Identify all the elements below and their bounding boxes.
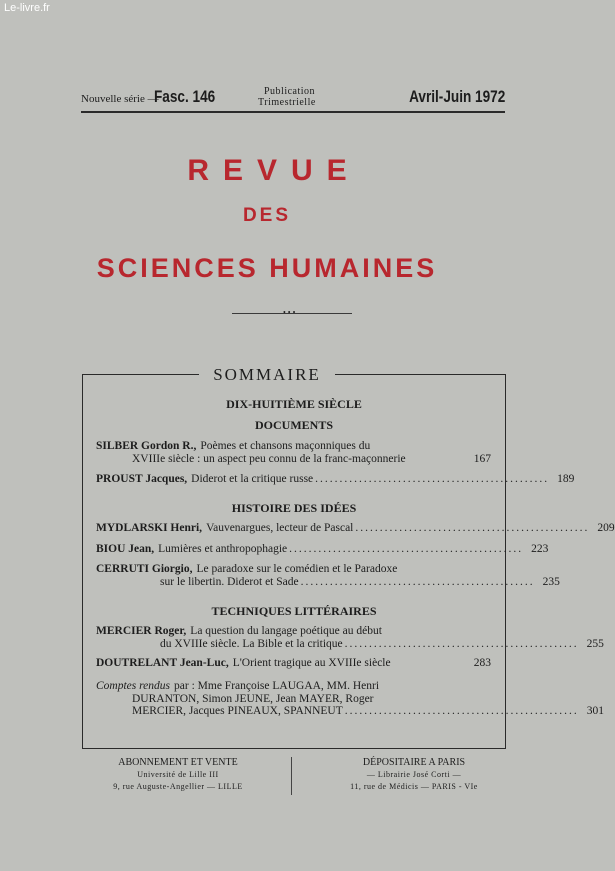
entry-page: 301 [586, 705, 604, 717]
issue-header [81, 87, 505, 109]
section-documents: DOCUMENTS [254, 418, 333, 432]
leader-dots: ................................................ [344, 637, 579, 650]
entry-title-cont: XVIIIe siècle : un aspect peu connu de la franc-maçonnerie [132, 452, 406, 465]
footer-divider [291, 757, 292, 795]
footer-left-line1: ABONNEMENT ET VENTE [118, 757, 238, 768]
entry-page: 209 [597, 522, 615, 534]
footer-depositary [318, 757, 510, 793]
watermark: Le-livre.fr [4, 2, 50, 14]
entry-page: 235 [542, 575, 560, 588]
entry-title-cont: sur le libertin. Diderot et Sade [160, 575, 299, 588]
entry-author: MERCIER Roger, [96, 625, 187, 637]
entry-author: PROUST Jacques, [96, 473, 188, 485]
title-sciences-humaines: SCIENCES HUMAINES [96, 253, 438, 283]
sommaire-heading [0, 365, 534, 385]
entry-author: DOUTRELANT Jean-Luc, [96, 657, 229, 669]
entry-author: MYDLARSKI Henri, [96, 522, 203, 534]
publication-line2: Trimestrielle [258, 97, 316, 108]
fascicle-number: Fasc. 146 [154, 87, 216, 106]
leader-dots: ................................................ [300, 575, 535, 588]
publication-frequency [258, 86, 316, 108]
section-histoire: HISTOIRE DES IDÉES [231, 501, 357, 515]
comptes-rendus [96, 680, 604, 718]
toc-entry [96, 543, 549, 556]
entry-page: 223 [531, 543, 549, 555]
entry-author: SILBER Gordon R., [96, 440, 197, 452]
entry-title: Poèmes et chansons maçonniques du [200, 440, 371, 452]
entry-page: 283 [473, 657, 491, 669]
entry-title: La question du langage poétique au début [190, 625, 382, 637]
comptes-line3: MERCIER, Jacques PINEAUX, SPANNEUT [132, 705, 343, 717]
comptes-line1: par : Mme Françoise LAUGAA, MM. Henri [174, 680, 380, 692]
leader-dots: ................................................ [289, 543, 524, 555]
comptes-label: Comptes rendus [96, 680, 171, 692]
comptes-line2: DURANTON, Simon JEUNE, Jean MAYER, Roger [132, 692, 374, 705]
entry-title: Lumières et anthropophagie [158, 543, 288, 555]
entry-author: CERRUTI Giorgio, [96, 563, 193, 575]
leader-dots: ................................................ [315, 473, 550, 485]
entry-title: Diderot et la critique russe [191, 473, 314, 485]
toc-entry [96, 522, 615, 535]
title-revue: REVUE [187, 154, 361, 187]
footer-left-line3: 9, rue Auguste-Angellier — LILLE [113, 782, 243, 791]
section-main: DIX-HUITIÈME SIÈCLE [226, 397, 362, 411]
footer-right-line1: DÉPOSITAIRE A PARIS [362, 757, 466, 768]
toc-entry [96, 625, 604, 650]
leader-dots: ................................................ [355, 522, 590, 534]
entry-page: 255 [586, 637, 604, 650]
entry-title: Le paradoxe sur le comédien et le Paradoxe [196, 563, 398, 575]
footer-left-line2: Université de Lille III [137, 770, 219, 779]
title-des: DES [242, 205, 292, 226]
entry-page: 167 [473, 452, 491, 465]
toc-entry [96, 657, 491, 670]
header-rule [81, 111, 505, 113]
publication-line1: Publication [264, 86, 316, 97]
issue-date: Avril-Juin 1972 [408, 87, 505, 106]
toc-entry [96, 473, 575, 486]
toc-entry [96, 563, 560, 588]
entry-title: Vauvenargues, lecteur de Pascal [206, 522, 354, 534]
footer-subscription [88, 757, 268, 793]
footer-right-line2: — Librairie José Corti — [366, 770, 462, 779]
entry-title: L'Orient tragique au XVIIIe siècle [232, 657, 391, 669]
ornament-dots: • • • [283, 308, 296, 317]
entry-title-cont: du XVIIIe siècle. La Bible et la critique [160, 637, 343, 650]
entry-author: BIOU Jean, [96, 543, 155, 555]
sommaire-heading-text: SOMMAIRE [199, 365, 335, 384]
toc-entry [96, 440, 491, 465]
section-techniques: TECHNIQUES LITTÉRAIRES [211, 604, 377, 618]
leader-dots: ................................................ [344, 705, 579, 717]
entry-page: 189 [557, 473, 575, 485]
footer-right-line3: 11, rue de Médicis — PARIS - VIe [350, 782, 478, 791]
series-label: Nouvelle série — [81, 93, 159, 105]
